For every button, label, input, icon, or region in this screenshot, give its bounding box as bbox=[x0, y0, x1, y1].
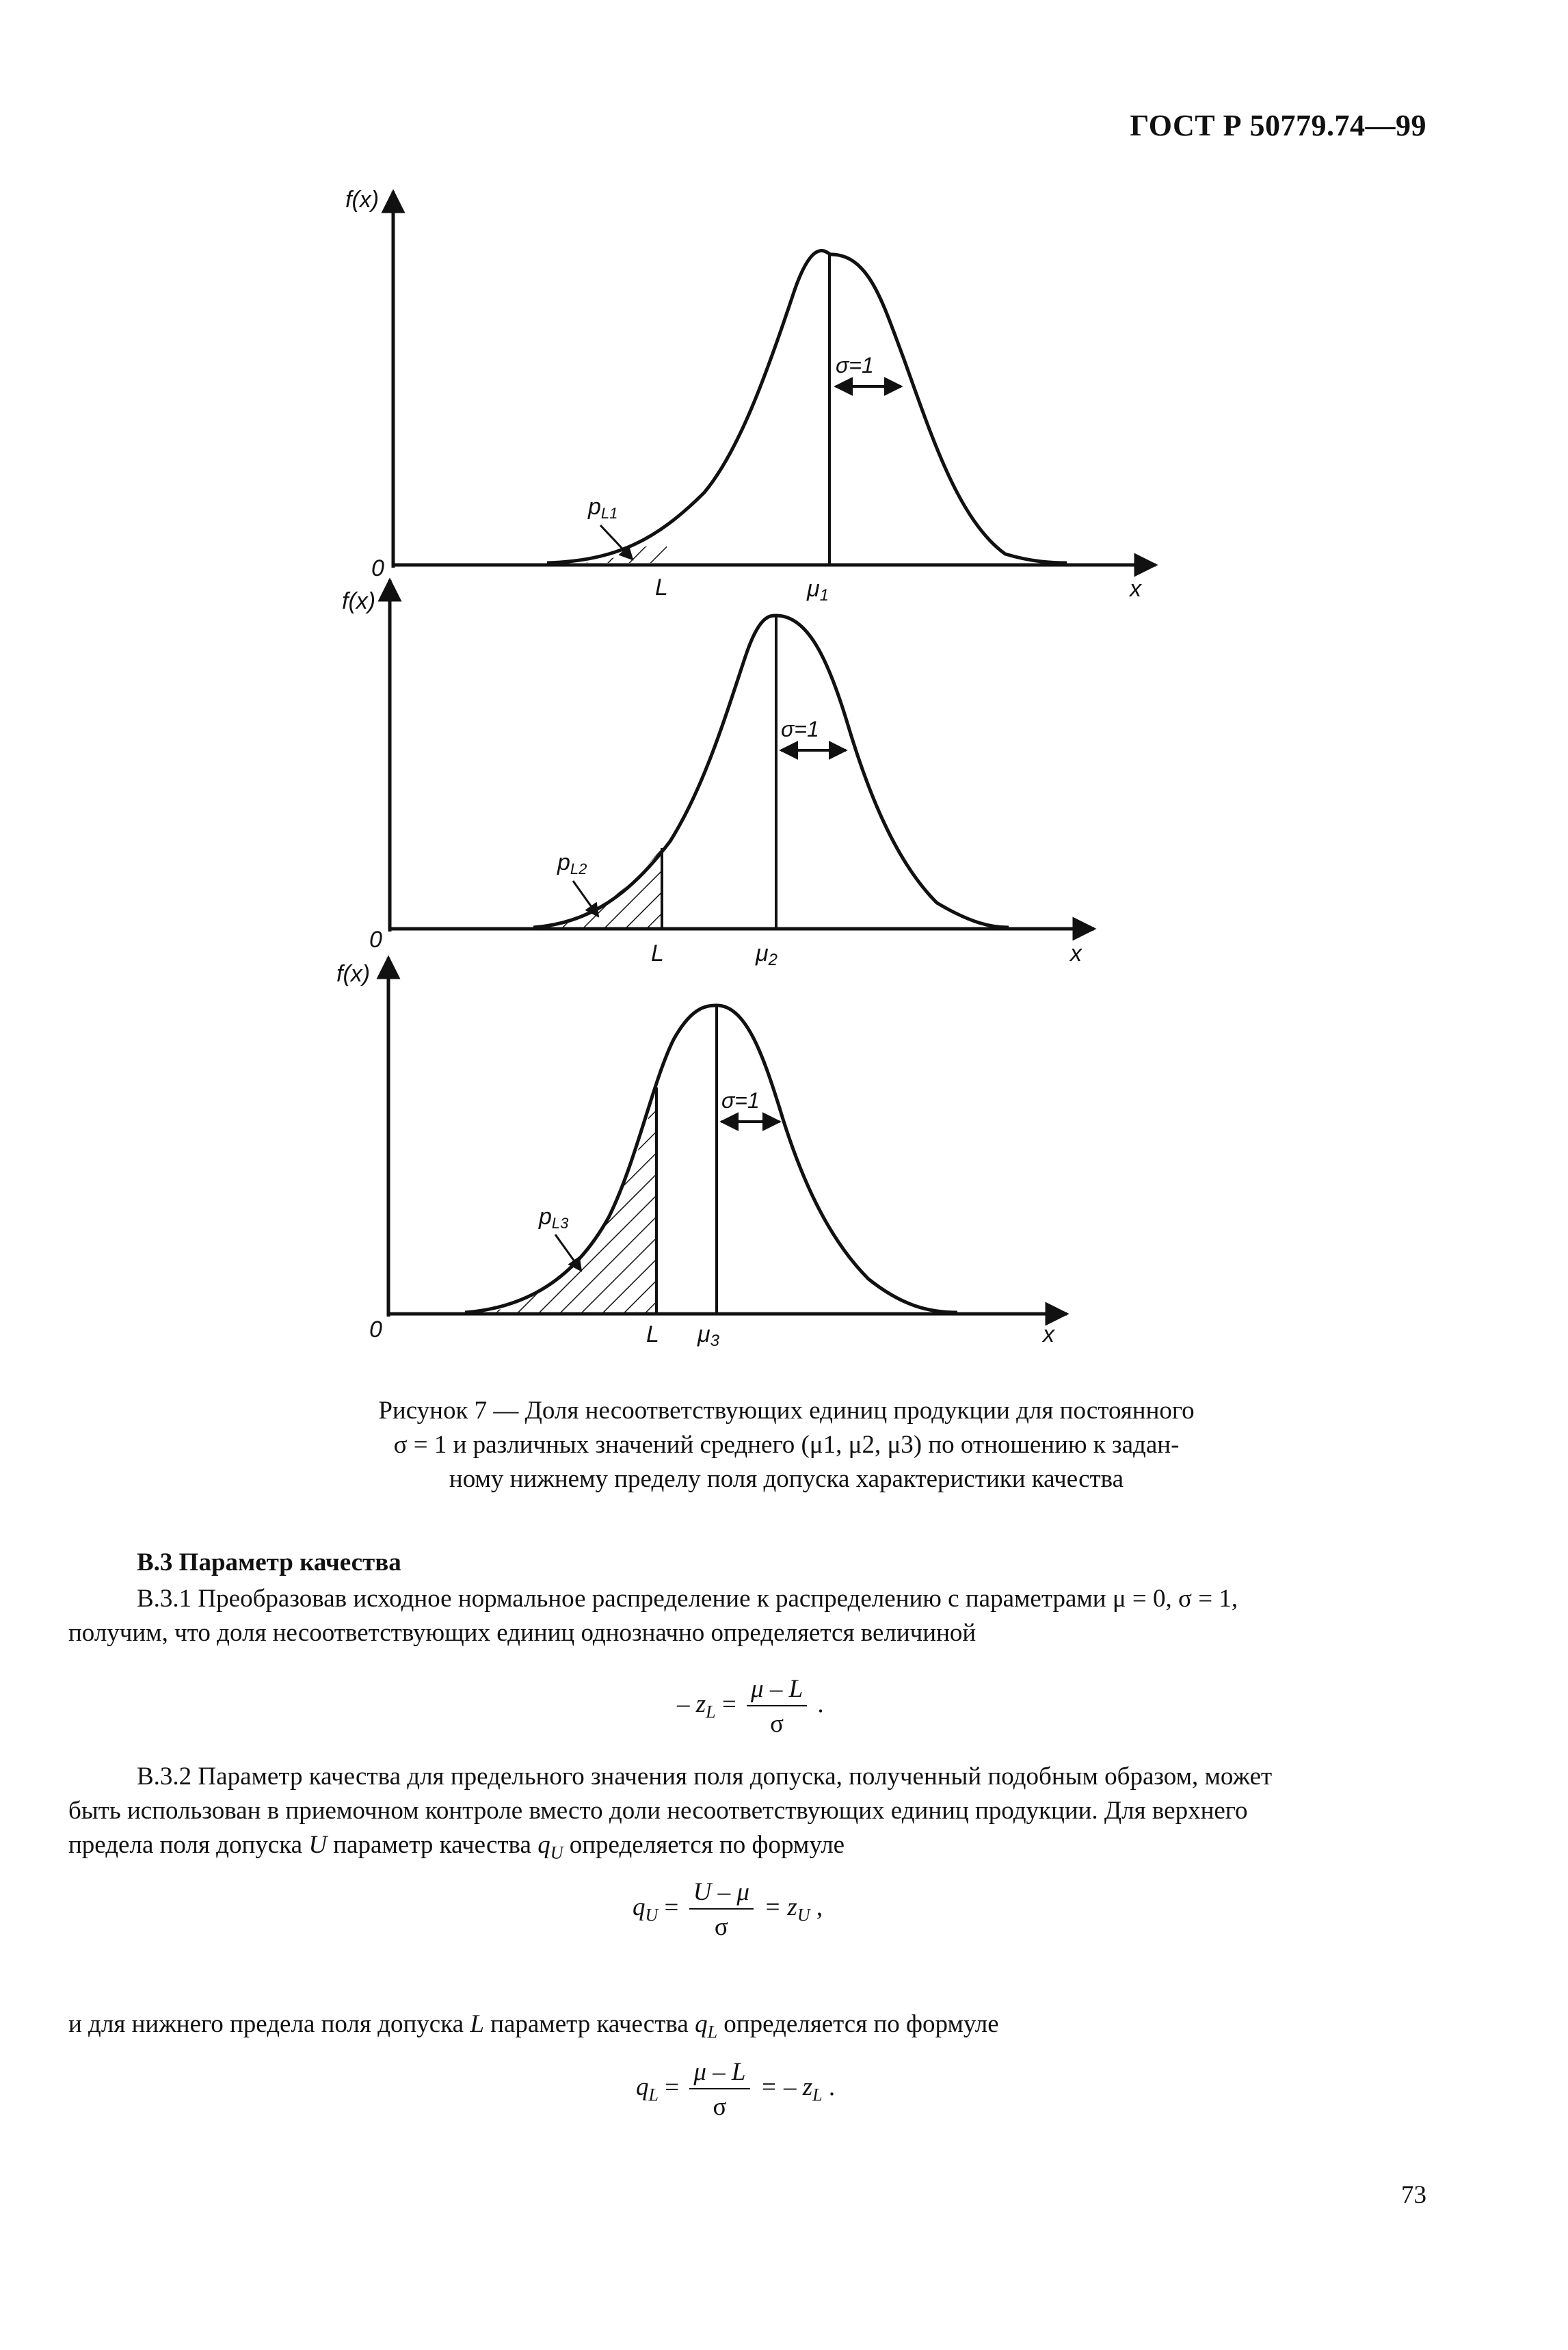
panel-1-mean-label: μ1 bbox=[807, 576, 829, 605]
section-title: В.3 Параметр качества bbox=[137, 1548, 401, 1576]
panel-3-density-curve bbox=[465, 1005, 957, 1312]
formula-ql-fraction: $\frac{\mu - L}{\sigma}$ bbox=[689, 2057, 749, 2122]
caption-line-3: ному нижнему пределу поля допуска характеристики качества bbox=[449, 1465, 1124, 1493]
panel-2-density-curve bbox=[533, 616, 1009, 927]
panel-2-y-label: f(x) bbox=[342, 588, 376, 614]
paragraph-b32-line-3: предела поля допуска U параметр качества $q_U$ определяется по формуле bbox=[68, 1831, 845, 1863]
panel-3-p-label: pL3 bbox=[539, 1204, 569, 1232]
formula-ql-rhs: = – $z_L$ bbox=[754, 2073, 823, 2105]
caption-line-2: σ = 1 и различных значений среднего (μ1, μ2, μ3) по отношению к задан- bbox=[393, 1431, 1180, 1459]
panel-3-x-label: x bbox=[1043, 1321, 1054, 1347]
panel-2-p-pointer bbox=[573, 881, 598, 916]
paragraph-b32-line-2: быть использован в приемочном контроле вместо доли несоответствующих единиц продукции. Для верхнего bbox=[68, 1797, 1248, 1825]
formula-ql-lhs: $q_L$ bbox=[636, 2073, 659, 2105]
panel-1-sigma-label: σ=1 bbox=[836, 353, 874, 378]
panel-3-p-pointer bbox=[555, 1235, 581, 1271]
formula-ql: $q_L$ = $\frac{\mu - L}{\sigma}$ = – $z_L$ . bbox=[636, 2058, 836, 2121]
panel-1-zero-label: 0 bbox=[371, 555, 384, 581]
paragraph-b32-line-1: В.3.2 Параметр качества для предельного значения поля допуска, полученный подобным образом, может bbox=[137, 1762, 1273, 1791]
panel-3-limit-label: L bbox=[646, 1321, 659, 1347]
paragraph-b31-line-2: получим, что доля несоответствующих единиц однозначно определяется величиной bbox=[68, 1619, 976, 1647]
panel-2-sigma-label: σ=1 bbox=[781, 717, 819, 741]
panel-3-mean-label: μ3 bbox=[697, 1321, 719, 1350]
paragraph-b31-line-1: В.3.1 Преобразовав исходное нормальное распределение к распределению с параметрами μ = 0, σ = 1, bbox=[137, 1585, 1238, 1613]
paragraph-lower-limit bbox=[68, 2007, 1436, 2049]
panel-3-y-label: f(x) bbox=[336, 961, 371, 987]
panel-3 bbox=[336, 958, 1067, 1350]
panel-1-x-label: x bbox=[1130, 576, 1141, 602]
paragraph-b32 bbox=[68, 1760, 1436, 1870]
panel-1-limit-label: L bbox=[655, 575, 668, 600]
panel-2-zero-label: 0 bbox=[369, 927, 382, 953]
panel-2-mean-label: μ2 bbox=[756, 940, 778, 969]
panel-2-p-label: pL2 bbox=[557, 849, 587, 877]
panel-3-hatched-area bbox=[479, 1087, 656, 1313]
panel-2 bbox=[342, 580, 1094, 969]
panel-2-x-label: x bbox=[1070, 940, 1082, 966]
panel-1-density-curve bbox=[547, 250, 1067, 563]
panel-1 bbox=[345, 187, 1156, 605]
formula-qu-rhs: = $z_U$ bbox=[757, 1893, 810, 1925]
panel-1-p-label: pL1 bbox=[588, 494, 618, 522]
paragraph-b31 bbox=[68, 1582, 1436, 1650]
page-number: 73 bbox=[1401, 2181, 1426, 2209]
figure-caption bbox=[226, 1394, 1347, 1496]
formula-zl-fraction: $\frac{\mu - L}{\sigma}$ bbox=[747, 1674, 807, 1739]
paragraph-lower-limit-line: и для нижнего предела поля допуска L параметр качества $q_L$ определяется по формуле bbox=[68, 2010, 999, 2042]
panel-3-sigma-label: σ=1 bbox=[721, 1088, 760, 1113]
formula-qu-fraction: $\frac{U - \mu}{\sigma}$ bbox=[689, 1877, 754, 1942]
document-id: ГОСТ Р 50779.74—99 bbox=[1130, 109, 1426, 142]
formula-zl: – $z_L$ = $\frac{\mu - L}{\sigma}$ . bbox=[677, 1675, 824, 1738]
formula-qu-lhs: $q_U$ bbox=[633, 1893, 659, 1925]
caption-line-1: Рисунок 7 — Доля несоответствующих единиц продукции для постоянного bbox=[378, 1397, 1195, 1425]
panel-3-zero-label: 0 bbox=[369, 1317, 382, 1343]
formula-zl-lhs: – $z_L$ bbox=[677, 1690, 716, 1722]
panel-1-y-label: f(x) bbox=[345, 187, 380, 213]
formula-qu: $q_U$ = $\frac{U - \mu}{\sigma}$ = $z_U$ , bbox=[633, 1878, 823, 1941]
formula-zl-eq: = bbox=[715, 1690, 743, 1719]
panel-2-limit-label: L bbox=[651, 940, 664, 966]
